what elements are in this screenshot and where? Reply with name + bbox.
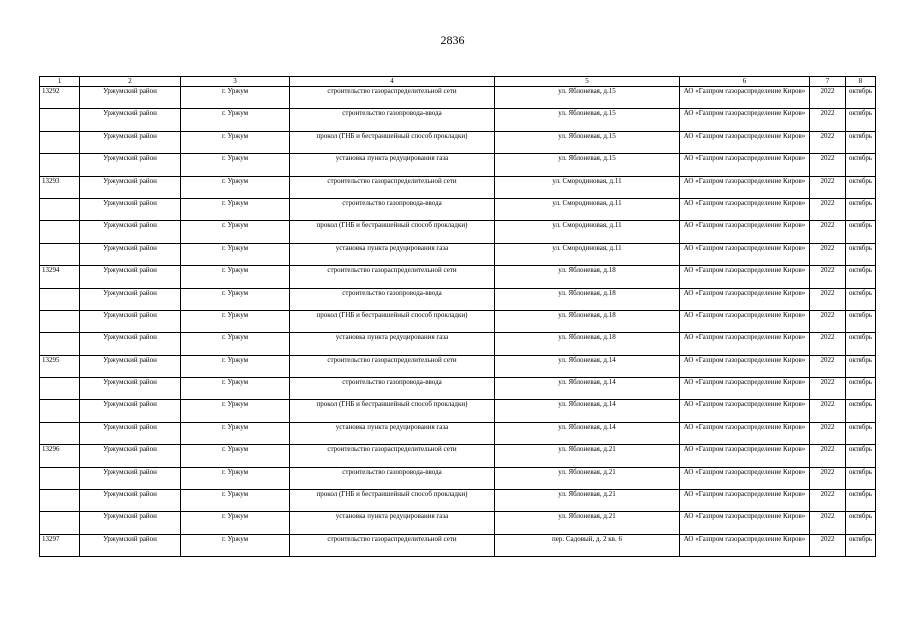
table-row xyxy=(40,131,876,153)
year-cell: 2022 xyxy=(810,198,846,220)
row-number-cell xyxy=(40,333,80,355)
district-cell: Уржумский район xyxy=(80,512,181,534)
organization-cell: АО «Газпром газораспределение Киров» xyxy=(680,333,810,355)
organization-cell: АО «Газпром газораспределение Киров» xyxy=(680,221,810,243)
district-cell: Уржумский район xyxy=(80,221,181,243)
organization-cell: АО «Газпром газораспределение Киров» xyxy=(680,445,810,467)
district-cell: Уржумский район xyxy=(80,445,181,467)
work-type-cell: строительство газораспределительной сети xyxy=(290,534,495,556)
work-type-cell: прокол (ГНБ и бестраншейный способ прокладки) xyxy=(290,310,495,332)
district-cell: Уржумский район xyxy=(80,243,181,265)
row-number-cell xyxy=(40,131,80,153)
year-cell: 2022 xyxy=(810,243,846,265)
row-number-cell xyxy=(40,198,80,220)
table-row xyxy=(40,422,876,444)
row-number-cell: 13297 xyxy=(40,534,80,556)
district-cell: Уржумский район xyxy=(80,422,181,444)
work-type-cell: строительство газопровода-ввода xyxy=(290,198,495,220)
column-header: 4 xyxy=(290,77,495,87)
work-type-cell: строительство газораспределительной сети xyxy=(290,266,495,288)
address-cell: пер. Садовый, д. 2 кв. 6 xyxy=(495,534,680,556)
month-cell: октябрь xyxy=(846,243,876,265)
year-cell: 2022 xyxy=(810,534,846,556)
address-cell: ул. Яблоневая, д.14 xyxy=(495,400,680,422)
district-cell: Уржумский район xyxy=(80,198,181,220)
district-cell: Уржумский район xyxy=(80,467,181,489)
year-cell: 2022 xyxy=(810,333,846,355)
year-cell: 2022 xyxy=(810,221,846,243)
address-cell: ул. Яблоневая, д.15 xyxy=(495,131,680,153)
address-cell: ул. Яблоневая, д.18 xyxy=(495,333,680,355)
month-cell: октябрь xyxy=(846,87,876,109)
city-cell: г. Уржум xyxy=(181,154,290,176)
address-cell: ул. Смородиновая, д.11 xyxy=(495,243,680,265)
work-type-cell: установка пункта редуцирования газа xyxy=(290,243,495,265)
column-header: 2 xyxy=(80,77,181,87)
month-cell: октябрь xyxy=(846,490,876,512)
city-cell: г. Уржум xyxy=(181,534,290,556)
page-number: 2836 xyxy=(440,33,465,47)
organization-cell: АО «Газпром газораспределение Киров» xyxy=(680,400,810,422)
table-row xyxy=(40,154,876,176)
organization-cell: АО «Газпром газораспределение Киров» xyxy=(680,87,810,109)
organization-cell: АО «Газпром газораспределение Киров» xyxy=(680,288,810,310)
work-type-cell: прокол (ГНБ и бестраншейный способ прокладки) xyxy=(290,490,495,512)
city-cell: г. Уржум xyxy=(181,355,290,377)
city-cell: г. Уржум xyxy=(181,378,290,400)
city-cell: г. Уржум xyxy=(181,109,290,131)
row-number-cell xyxy=(40,422,80,444)
address-cell: ул. Яблоневая, д.14 xyxy=(495,355,680,377)
table-row xyxy=(40,333,876,355)
work-type-cell: строительство газопровода-ввода xyxy=(290,109,495,131)
column-header: 3 xyxy=(181,77,290,87)
month-cell: октябрь xyxy=(846,333,876,355)
table-row xyxy=(40,288,876,310)
year-cell: 2022 xyxy=(810,422,846,444)
city-cell: г. Уржум xyxy=(181,422,290,444)
table-row xyxy=(40,243,876,265)
table-row xyxy=(40,87,876,109)
district-cell: Уржумский район xyxy=(80,378,181,400)
column-header: 1 xyxy=(40,77,80,87)
month-cell: октябрь xyxy=(846,198,876,220)
city-cell: г. Уржум xyxy=(181,333,290,355)
month-cell: октябрь xyxy=(846,355,876,377)
year-cell: 2022 xyxy=(810,310,846,332)
address-cell: ул. Смородиновая, д.11 xyxy=(495,176,680,198)
table-row xyxy=(40,221,876,243)
year-cell: 2022 xyxy=(810,355,846,377)
year-cell: 2022 xyxy=(810,512,846,534)
table-row xyxy=(40,512,876,534)
column-header: 8 xyxy=(846,77,876,87)
table-row xyxy=(40,355,876,377)
row-number-cell xyxy=(40,378,80,400)
column-header: 7 xyxy=(810,77,846,87)
city-cell: г. Уржум xyxy=(181,445,290,467)
month-cell: октябрь xyxy=(846,422,876,444)
table-row xyxy=(40,198,876,220)
table-row xyxy=(40,445,876,467)
table-row xyxy=(40,176,876,198)
month-cell: октябрь xyxy=(846,445,876,467)
year-cell: 2022 xyxy=(810,87,846,109)
row-number-cell: 13296 xyxy=(40,445,80,467)
city-cell: г. Уржум xyxy=(181,266,290,288)
work-type-cell: прокол (ГНБ и бестраншейный способ прокладки) xyxy=(290,221,495,243)
organization-cell: АО «Газпром газораспределение Киров» xyxy=(680,176,810,198)
organization-cell: АО «Газпром газораспределение Киров» xyxy=(680,378,810,400)
table-row xyxy=(40,310,876,332)
work-type-cell: строительство газопровода-ввода xyxy=(290,378,495,400)
district-cell: Уржумский район xyxy=(80,534,181,556)
address-cell: ул. Смородиновая, д.11 xyxy=(495,198,680,220)
organization-cell: АО «Газпром газораспределение Киров» xyxy=(680,109,810,131)
city-cell: г. Уржум xyxy=(181,198,290,220)
table-row xyxy=(40,109,876,131)
row-number-cell: 13293 xyxy=(40,176,80,198)
year-cell: 2022 xyxy=(810,490,846,512)
row-number-cell xyxy=(40,109,80,131)
city-cell: г. Уржум xyxy=(181,512,290,534)
work-type-cell: строительство газораспределительной сети xyxy=(290,445,495,467)
city-cell: г. Уржум xyxy=(181,310,290,332)
header-row xyxy=(40,77,876,87)
district-cell: Уржумский район xyxy=(80,288,181,310)
table-row xyxy=(40,266,876,288)
registry-table xyxy=(39,76,876,557)
month-cell: октябрь xyxy=(846,131,876,153)
year-cell: 2022 xyxy=(810,288,846,310)
month-cell: октябрь xyxy=(846,400,876,422)
city-cell: г. Уржум xyxy=(181,490,290,512)
table-body xyxy=(40,87,876,557)
row-number-cell xyxy=(40,221,80,243)
organization-cell: АО «Газпром газораспределение Киров» xyxy=(680,154,810,176)
city-cell: г. Уржум xyxy=(181,221,290,243)
district-cell: Уржумский район xyxy=(80,266,181,288)
year-cell: 2022 xyxy=(810,400,846,422)
address-cell: ул. Яблоневая, д.21 xyxy=(495,445,680,467)
row-number-cell xyxy=(40,243,80,265)
month-cell: октябрь xyxy=(846,310,876,332)
table-row xyxy=(40,467,876,489)
month-cell: октябрь xyxy=(846,221,876,243)
organization-cell: АО «Газпром газораспределение Киров» xyxy=(680,198,810,220)
city-cell: г. Уржум xyxy=(181,243,290,265)
row-number-cell: 13295 xyxy=(40,355,80,377)
row-number-cell: 13292 xyxy=(40,87,80,109)
work-type-cell: строительство газораспределительной сети xyxy=(290,176,495,198)
district-cell: Уржумский район xyxy=(80,333,181,355)
address-cell: ул. Яблоневая, д.21 xyxy=(495,490,680,512)
month-cell: октябрь xyxy=(846,512,876,534)
work-type-cell: строительство газопровода-ввода xyxy=(290,288,495,310)
month-cell: октябрь xyxy=(846,266,876,288)
year-cell: 2022 xyxy=(810,378,846,400)
organization-cell: АО «Газпром газораспределение Киров» xyxy=(680,512,810,534)
work-type-cell: установка пункта редуцирования газа xyxy=(290,154,495,176)
city-cell: г. Уржум xyxy=(181,288,290,310)
address-cell: ул. Яблоневая, д.18 xyxy=(495,288,680,310)
address-cell: ул. Яблоневая, д.15 xyxy=(495,87,680,109)
row-number-cell xyxy=(40,154,80,176)
district-cell: Уржумский район xyxy=(80,87,181,109)
district-cell: Уржумский район xyxy=(80,154,181,176)
table-row xyxy=(40,490,876,512)
address-cell: ул. Яблоневая, д.18 xyxy=(495,310,680,332)
address-cell: ул. Яблоневая, д.15 xyxy=(495,109,680,131)
row-number-cell xyxy=(40,512,80,534)
year-cell: 2022 xyxy=(810,445,846,467)
district-cell: Уржумский район xyxy=(80,176,181,198)
month-cell: октябрь xyxy=(846,534,876,556)
district-cell: Уржумский район xyxy=(80,490,181,512)
organization-cell: АО «Газпром газораспределение Киров» xyxy=(680,490,810,512)
table-row xyxy=(40,378,876,400)
table-row xyxy=(40,400,876,422)
organization-cell: АО «Газпром газораспределение Киров» xyxy=(680,243,810,265)
year-cell: 2022 xyxy=(810,109,846,131)
city-cell: г. Уржум xyxy=(181,467,290,489)
year-cell: 2022 xyxy=(810,176,846,198)
address-cell: ул. Яблоневая, д.18 xyxy=(495,266,680,288)
city-cell: г. Уржум xyxy=(181,400,290,422)
district-cell: Уржумский район xyxy=(80,310,181,332)
work-type-cell: строительство газопровода-ввода xyxy=(290,467,495,489)
organization-cell: АО «Газпром газораспределение Киров» xyxy=(680,355,810,377)
month-cell: октябрь xyxy=(846,288,876,310)
column-header: 6 xyxy=(680,77,810,87)
work-type-cell: установка пункта редуцирования газа xyxy=(290,422,495,444)
district-cell: Уржумский район xyxy=(80,355,181,377)
work-type-cell: установка пункта редуцирования газа xyxy=(290,333,495,355)
organization-cell: АО «Газпром газораспределение Киров» xyxy=(680,422,810,444)
year-cell: 2022 xyxy=(810,131,846,153)
year-cell: 2022 xyxy=(810,154,846,176)
month-cell: октябрь xyxy=(846,467,876,489)
city-cell: г. Уржум xyxy=(181,131,290,153)
organization-cell: АО «Газпром газораспределение Киров» xyxy=(680,266,810,288)
month-cell: октябрь xyxy=(846,378,876,400)
address-cell: ул. Яблоневая, д.14 xyxy=(495,422,680,444)
address-cell: ул. Яблоневая, д.15 xyxy=(495,154,680,176)
address-cell: ул. Яблоневая, д.21 xyxy=(495,512,680,534)
city-cell: г. Уржум xyxy=(181,176,290,198)
work-type-cell: строительство газораспределительной сети xyxy=(290,355,495,377)
row-number-cell: 13294 xyxy=(40,266,80,288)
organization-cell: АО «Газпром газораспределение Киров» xyxy=(680,467,810,489)
row-number-cell xyxy=(40,490,80,512)
column-header: 5 xyxy=(495,77,680,87)
month-cell: октябрь xyxy=(846,176,876,198)
month-cell: октябрь xyxy=(846,109,876,131)
organization-cell: АО «Газпром газораспределение Киров» xyxy=(680,131,810,153)
row-number-cell xyxy=(40,288,80,310)
row-number-cell xyxy=(40,467,80,489)
year-cell: 2022 xyxy=(810,266,846,288)
row-number-cell xyxy=(40,400,80,422)
table-row xyxy=(40,534,876,556)
month-cell: октябрь xyxy=(846,154,876,176)
address-cell: ул. Яблоневая, д.21 xyxy=(495,467,680,489)
work-type-cell: прокол (ГНБ и бестраншейный способ прокладки) xyxy=(290,131,495,153)
address-cell: ул. Яблоневая, д.14 xyxy=(495,378,680,400)
district-cell: Уржумский район xyxy=(80,109,181,131)
organization-cell: АО «Газпром газораспределение Киров» xyxy=(680,310,810,332)
city-cell: г. Уржум xyxy=(181,87,290,109)
row-number-cell xyxy=(40,310,80,332)
organization-cell: АО «Газпром газораспределение Киров» xyxy=(680,534,810,556)
year-cell: 2022 xyxy=(810,467,846,489)
address-cell: ул. Смородиновая, д.11 xyxy=(495,221,680,243)
district-cell: Уржумский район xyxy=(80,131,181,153)
work-type-cell: строительство газораспределительной сети xyxy=(290,87,495,109)
work-type-cell: установка пункта редуцирования газа xyxy=(290,512,495,534)
work-type-cell: прокол (ГНБ и бестраншейный способ прокладки) xyxy=(290,400,495,422)
district-cell: Уржумский район xyxy=(80,400,181,422)
